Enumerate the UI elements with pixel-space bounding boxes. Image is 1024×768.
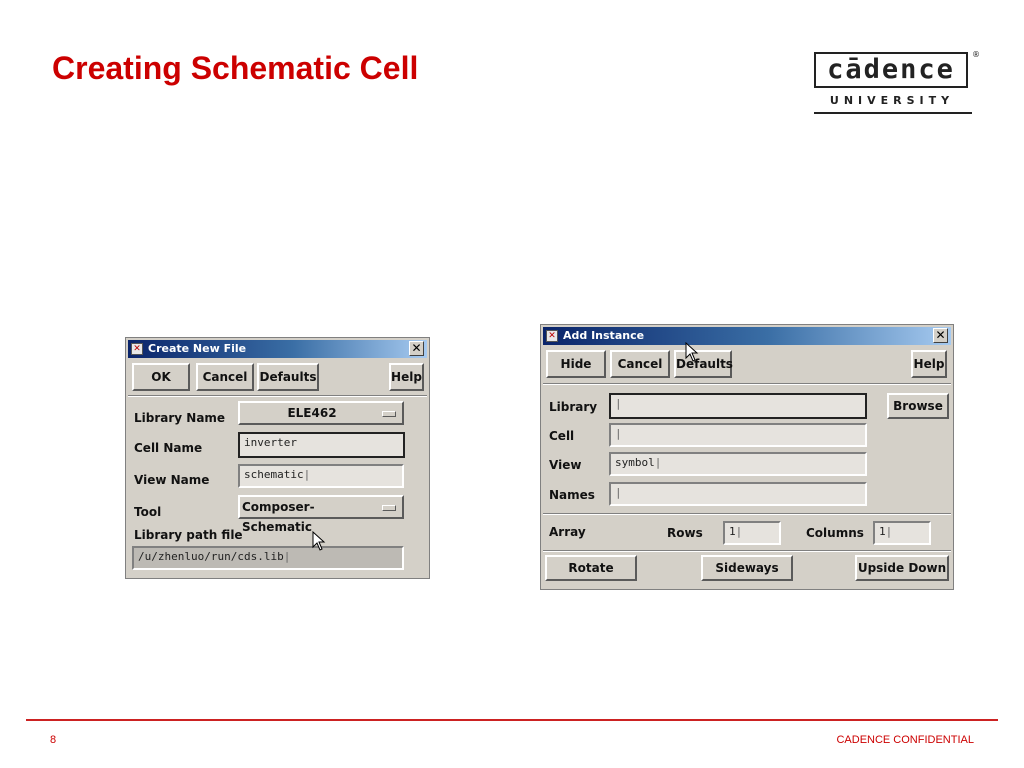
window-menu-icon[interactable]: ✕ bbox=[131, 343, 143, 355]
defaults-button[interactable]: Defaults bbox=[674, 350, 732, 378]
view-name-label: View Name bbox=[134, 473, 210, 487]
mouse-pointer-icon bbox=[312, 531, 326, 551]
create-new-file-dialog bbox=[125, 337, 430, 579]
library-path-input[interactable] bbox=[132, 546, 404, 570]
view-value: symbol bbox=[615, 456, 655, 469]
separator bbox=[543, 513, 951, 515]
window-menu-icon[interactable]: ✕ bbox=[546, 330, 558, 342]
dialog-title: Create New File bbox=[148, 342, 247, 355]
dropdown-indicator-icon bbox=[382, 411, 396, 417]
text-cursor-icon: | bbox=[885, 525, 893, 538]
array-label: Array bbox=[549, 525, 586, 539]
columns-label: Columns bbox=[806, 526, 864, 540]
tool-value: Composer- Schematic bbox=[242, 500, 315, 534]
library-name-label: Library Name bbox=[134, 411, 226, 425]
browse-button[interactable]: Browse bbox=[887, 393, 949, 419]
text-cursor-icon: | bbox=[283, 550, 291, 563]
page-number: 8 bbox=[50, 734, 57, 746]
tool-label: Tool bbox=[134, 505, 162, 519]
dialog-titlebar[interactable] bbox=[543, 327, 951, 345]
columns-value: 1 bbox=[879, 525, 886, 538]
text-cursor-icon: | bbox=[303, 468, 311, 481]
names-label: Names bbox=[549, 488, 595, 502]
library-name-dropdown[interactable] bbox=[238, 401, 404, 425]
names-input[interactable] bbox=[609, 482, 867, 506]
dialog-titlebar[interactable] bbox=[128, 340, 427, 358]
dialog-title: Add Instance bbox=[563, 329, 645, 342]
library-path-label: Library path file bbox=[134, 528, 243, 542]
slide-title: Creating Schematic Cell bbox=[52, 50, 419, 86]
rotate-button[interactable]: Rotate bbox=[545, 555, 637, 581]
cadence-university-logo bbox=[812, 50, 980, 118]
upside-down-button[interactable]: Upside Down bbox=[855, 555, 949, 581]
view-name-input[interactable] bbox=[238, 464, 404, 488]
logo-underline bbox=[814, 112, 972, 114]
add-instance-dialog bbox=[540, 324, 954, 590]
sideways-button[interactable]: Sideways bbox=[701, 555, 793, 581]
help-button[interactable]: Help bbox=[911, 350, 947, 378]
rows-input[interactable] bbox=[723, 521, 781, 545]
confidential-notice: CADENCE CONFIDENTIAL bbox=[836, 734, 974, 746]
ok-button[interactable]: OK bbox=[132, 363, 190, 391]
text-cursor-icon: | bbox=[735, 525, 743, 538]
separator bbox=[543, 383, 951, 385]
library-name-value: ELE462 bbox=[287, 406, 337, 420]
defaults-button[interactable]: Defaults bbox=[257, 363, 319, 391]
logo-wordmark: cādence bbox=[814, 52, 968, 88]
hide-button[interactable]: Hide bbox=[546, 350, 606, 378]
text-cursor-icon: | bbox=[654, 456, 662, 469]
help-button[interactable]: Help bbox=[389, 363, 424, 391]
separator bbox=[543, 550, 951, 552]
tool-dropdown[interactable] bbox=[238, 495, 404, 534]
logo-subtitle: UNIVERSITY bbox=[829, 94, 955, 107]
separator bbox=[128, 395, 427, 397]
cell-input[interactable] bbox=[609, 423, 867, 447]
library-label: Library bbox=[549, 400, 598, 414]
close-icon[interactable]: ✕ bbox=[933, 328, 948, 343]
rows-value: 1 bbox=[729, 525, 736, 538]
text-cursor-icon: | bbox=[615, 427, 622, 440]
cancel-button[interactable]: Cancel bbox=[196, 363, 254, 391]
mouse-pointer-icon bbox=[685, 342, 699, 362]
text-cursor-icon: | bbox=[615, 397, 622, 410]
text-cursor-icon: | bbox=[615, 486, 622, 499]
view-input[interactable] bbox=[609, 452, 867, 476]
logo-registered-mark: ® bbox=[972, 50, 980, 59]
close-icon[interactable]: ✕ bbox=[409, 341, 424, 356]
cell-name-label: Cell Name bbox=[134, 441, 203, 455]
rows-label: Rows bbox=[667, 526, 703, 540]
library-path-value: /u/zhenluo/run/cds.lib bbox=[138, 550, 284, 563]
footer-divider bbox=[26, 719, 998, 721]
view-label: View bbox=[549, 458, 582, 472]
cell-label: Cell bbox=[549, 429, 575, 443]
view-name-value: schematic bbox=[244, 468, 304, 481]
cancel-button[interactable]: Cancel bbox=[610, 350, 670, 378]
columns-input[interactable] bbox=[873, 521, 931, 545]
dropdown-indicator-icon bbox=[382, 505, 396, 511]
library-input[interactable] bbox=[609, 393, 867, 419]
cell-name-input[interactable]: inverter bbox=[238, 432, 405, 458]
